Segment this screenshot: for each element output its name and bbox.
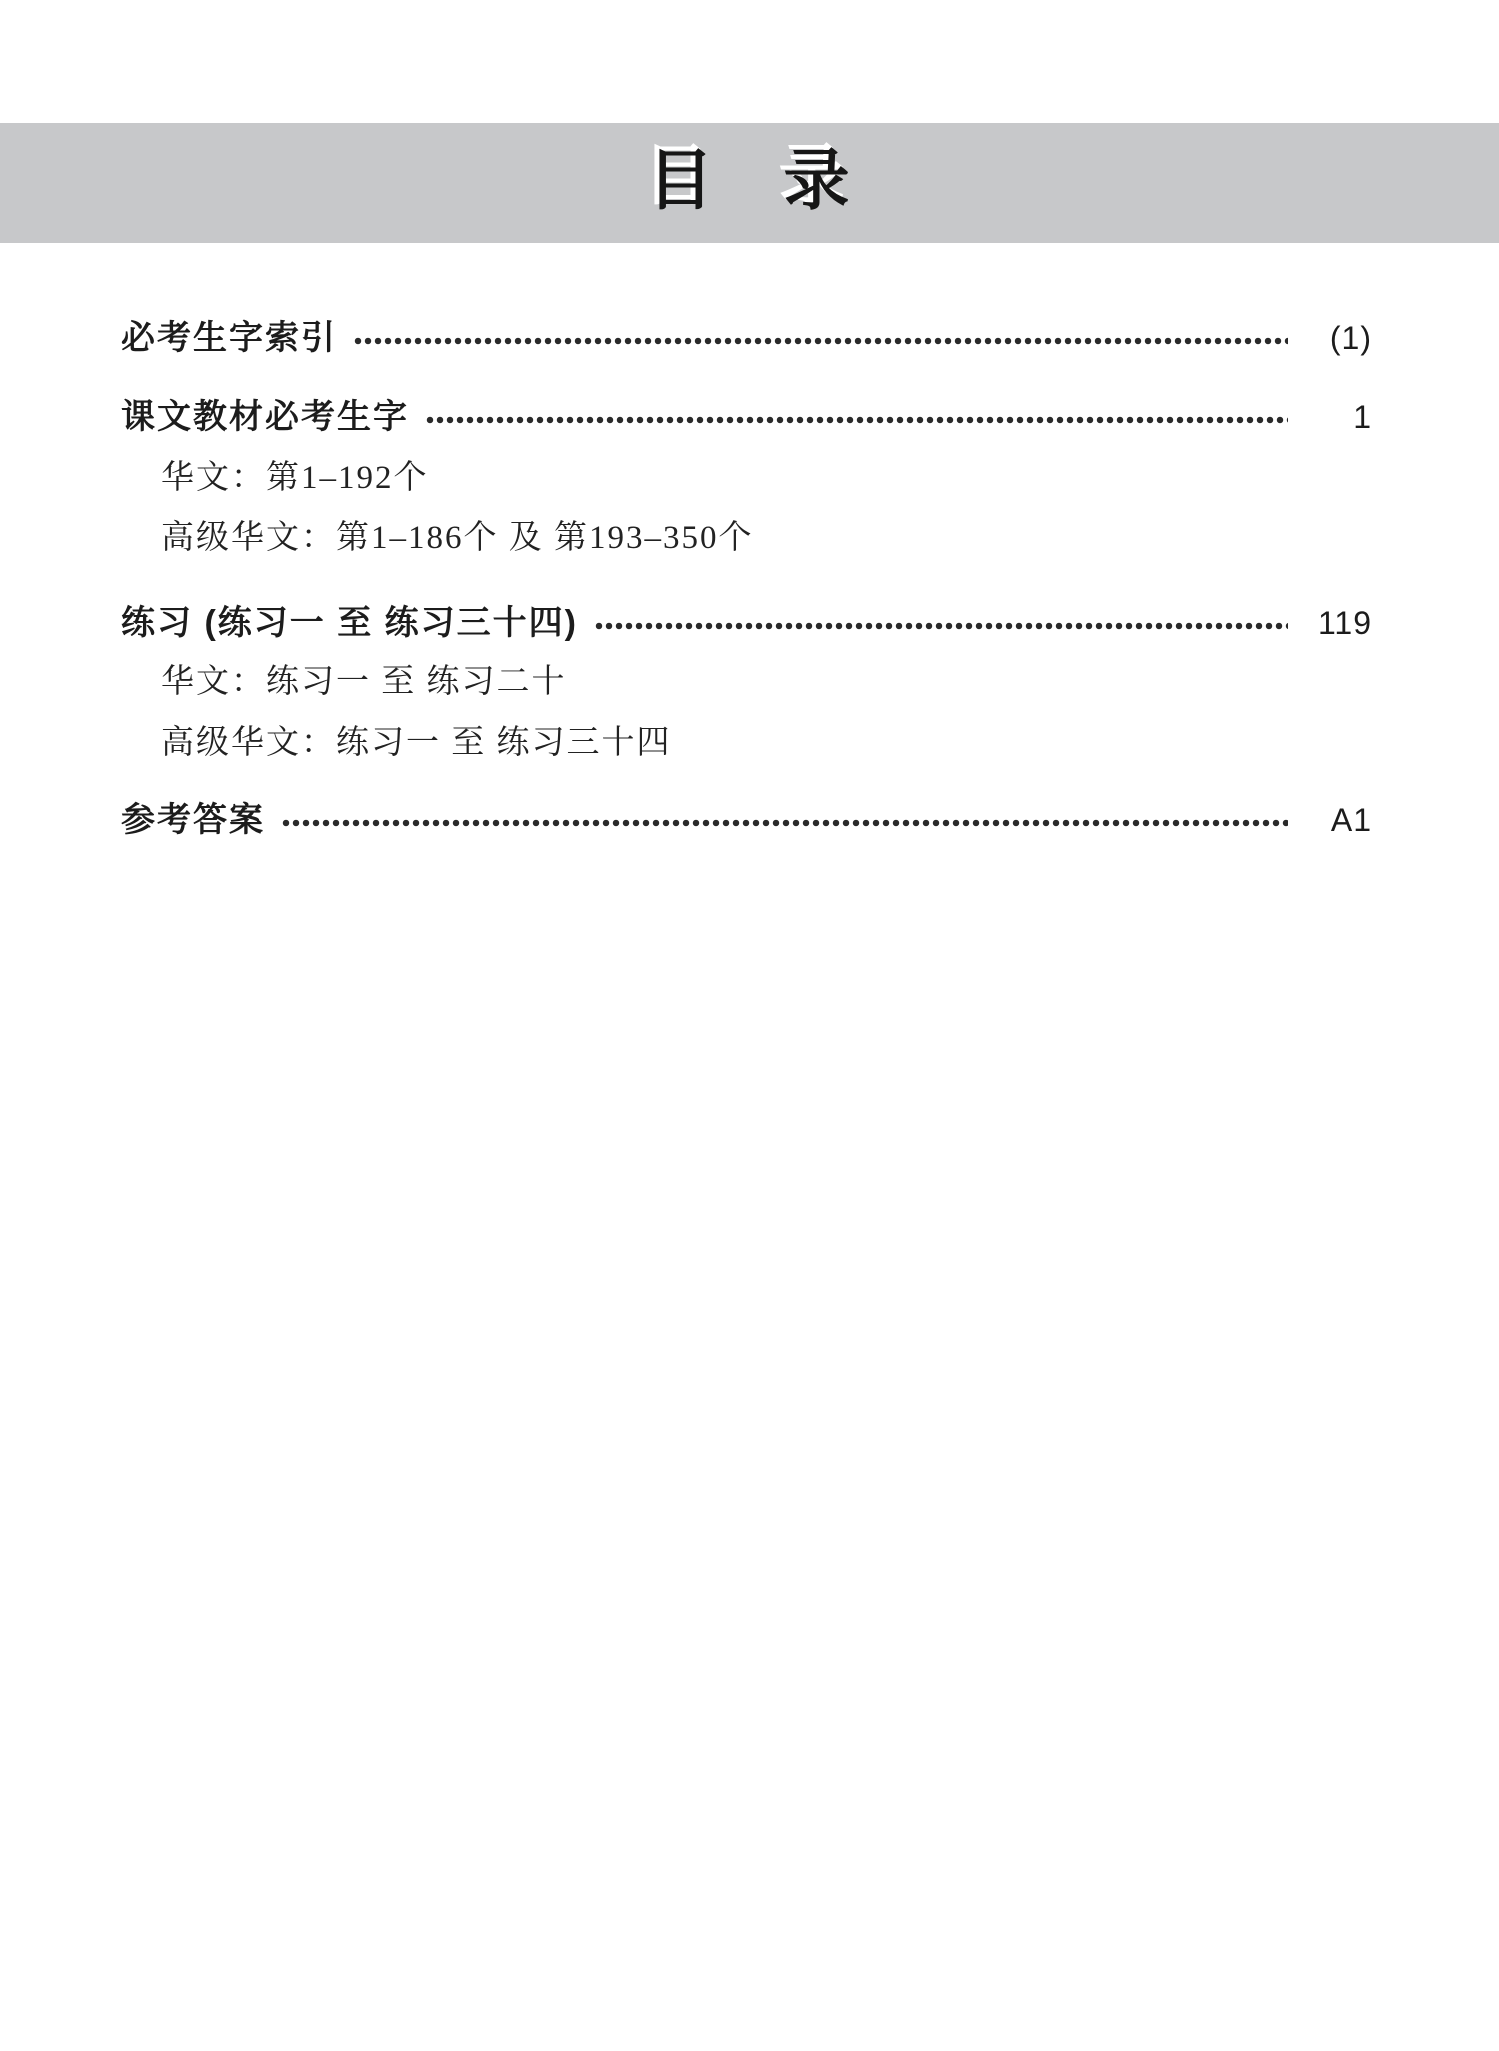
page-number: 1 bbox=[1353, 399, 1372, 435]
toc-entry-label: 参考答案 bbox=[121, 801, 265, 839]
toc-entry-label: 课文教材必考生字 bbox=[121, 398, 409, 436]
dotted-leader bbox=[281, 819, 1288, 827]
toc-entry bbox=[121, 397, 1372, 437]
dotted-leader bbox=[353, 337, 1288, 345]
toc-sub-entry-label: 华文：第1–192个 bbox=[161, 460, 429, 496]
toc-entry bbox=[121, 318, 1372, 358]
page-number: (1) bbox=[1329, 320, 1372, 356]
page-title: 目 录 bbox=[647, 143, 852, 217]
toc-sub-entry bbox=[121, 662, 1372, 702]
toc-sub-entry-label: 华文：练习一 至 练习二十 bbox=[161, 664, 567, 700]
toc-sub-entry bbox=[121, 458, 1372, 498]
toc-entry-label: 练习 (练习一 至 练习三十四) bbox=[121, 604, 578, 642]
dotted-leader bbox=[425, 416, 1288, 424]
dotted-leader bbox=[594, 622, 1288, 630]
toc-sub-entry-label: 高级华文：练习一 至 练习三十四 bbox=[161, 725, 672, 761]
toc-entry bbox=[121, 603, 1372, 643]
toc-list bbox=[0, 318, 1499, 840]
toc-banner bbox=[0, 123, 1499, 243]
toc-entry bbox=[121, 800, 1372, 840]
page-number: 119 bbox=[1317, 605, 1372, 641]
toc-sub-entry bbox=[121, 518, 1372, 558]
toc-sub-entry bbox=[121, 723, 1372, 763]
page-number: A1 bbox=[1330, 802, 1372, 838]
toc-sub-entry-label: 高级华文：第1–186个 及 第193–350个 bbox=[161, 520, 754, 556]
toc-entry-label: 必考生字索引 bbox=[121, 319, 337, 357]
